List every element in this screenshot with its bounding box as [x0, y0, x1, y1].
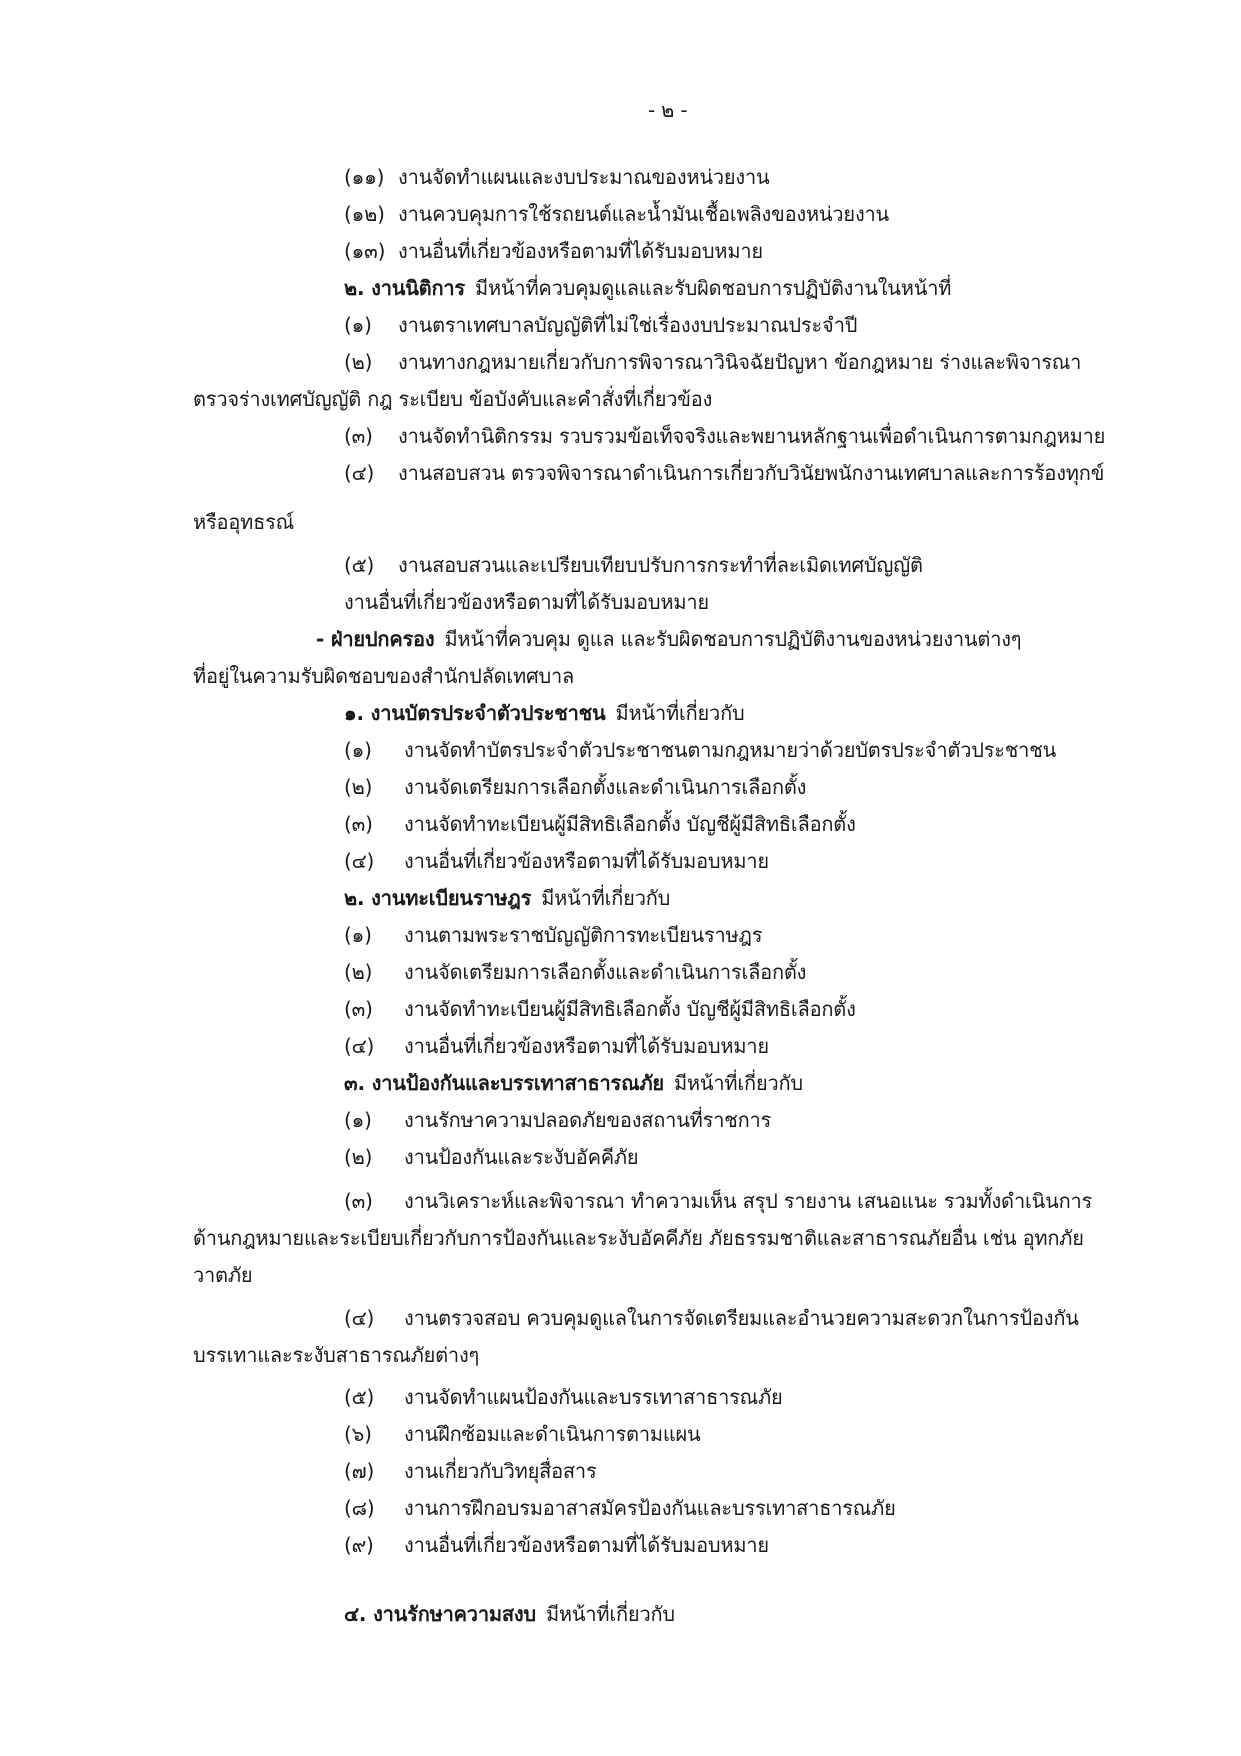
section-heading [344, 1600, 675, 1628]
item-text: งานจัดทำนิติกรรม รวบรวมข้อเท็จจริงและพยานหลักฐานเพื่อดำเนินการตามกฎหมาย [398, 424, 1106, 448]
section-text: มีหน้าที่เกี่ยวกับ [545, 1602, 675, 1626]
section-title: ๑. งานบัตรประจำตัวประชาชน [344, 701, 606, 725]
list-item [344, 1106, 771, 1134]
list-item [344, 736, 1056, 764]
item-number: (๗) [344, 1459, 375, 1483]
item-text: งานจัดทำแผนและงบประมาณของหน่วยงาน [398, 165, 770, 189]
item-text: งานจัดเตรียมการเลือกตั้งและดำเนินการเลือกตั้ง [404, 775, 807, 799]
section-title: ๓. งานป้องกันและบรรเทาสาธารณภัย [344, 1071, 664, 1095]
item-number: (๒) [344, 775, 373, 799]
item-text: งานอื่นที่เกี่ยวข้องหรือตามที่ได้รับมอบหมาย [404, 849, 769, 873]
item-text: งานอื่นที่เกี่ยวข้องหรือตามที่ได้รับมอบหมาย [398, 239, 763, 263]
item-number: (๓) [344, 1189, 373, 1213]
item-text: งานตราเทศบาลบัญญัติที่ไม่ใช่เรื่องงบประมาณประจำปี [398, 313, 858, 337]
item-number: (๑๓) [344, 239, 386, 263]
paragraph-continuation: วาตภัย [193, 1263, 253, 1287]
section-text: มีหน้าที่เกี่ยวกับ [615, 701, 745, 725]
item-number: (๒) [344, 960, 373, 984]
list-item [344, 237, 763, 265]
item-number: (๖) [344, 1422, 372, 1446]
list-item [344, 1304, 1079, 1332]
item-text: งานจัดเตรียมการเลือกตั้งและดำเนินการเลือกตั้ง [404, 960, 807, 984]
list-item [344, 200, 889, 228]
item-number: (๓) [344, 997, 373, 1021]
paragraph-continuation: หรืออุทธรณ์ [193, 510, 295, 534]
list-item [344, 459, 1104, 487]
section-heading [344, 699, 744, 727]
item-number: (๓) [344, 812, 373, 836]
section-text: มีหน้าที่เกี่ยวกับ [541, 886, 671, 910]
item-number: (๒) [344, 1145, 373, 1169]
item-number: (๑๑) [344, 165, 385, 189]
section-text: มีหน้าที่ควบคุมดูแลและรับผิดชอบการปฏิบัติงานในหน้าที่ [474, 276, 952, 300]
page-number: - ๒ - [648, 98, 688, 122]
item-number: (๘) [344, 1496, 375, 1520]
list-item [344, 1032, 769, 1060]
list-item [344, 551, 923, 579]
list-item [344, 1494, 896, 1522]
list-item [344, 810, 856, 838]
item-text: งานอื่นที่เกี่ยวข้องหรือตามที่ได้รับมอบหมาย [404, 1034, 769, 1058]
item-text: งานทางกฎหมายเกี่ยวกับการพิจารณาวินิจฉัยปัญหา ข้อกฎหมาย ร่างและพิจารณา [398, 350, 1082, 374]
item-text: งานวิเคราะห์และพิจารณา ทำความเห็น สรุป รายงาน เสนอแนะ รวมทั้งดำเนินการ [404, 1189, 1093, 1213]
section-text: มีหน้าที่เกี่ยวกับ [673, 1071, 803, 1095]
item-text: งานการฝึกอบรมอาสาสมัครป้องกันและบรรเทาสาธารณภัย [404, 1496, 896, 1520]
list-item [344, 773, 806, 801]
item-text: งานสอบสวนและเปรียบเทียบปรับการกระทำที่ละเมิดเทศบัญญัติ [398, 553, 923, 577]
item-text: งานอื่นที่เกี่ยวข้องหรือตามที่ได้รับมอบหมาย [404, 1533, 769, 1557]
list-item [344, 1420, 701, 1448]
item-text: งานจัดทำบัตรประจำตัวประชาชนตามกฎหมายว่าด้วยบัตรประจำตัวประชาชน [404, 738, 1057, 762]
section-title: ๒. งานทะเบียนราษฎร [344, 886, 532, 910]
item-number: (๕) [344, 1385, 375, 1409]
division-text: มีหน้าที่ควบคุม ดูแล และรับผิดชอบการปฏิบัติงานของหน่วยงานต่างๆ [444, 627, 1022, 651]
list-item [344, 921, 762, 949]
list-item [344, 348, 1081, 376]
item-text: งานรักษาความปลอดภัยของสถานที่ราชการ [404, 1108, 772, 1132]
item-number: (๔) [344, 461, 375, 485]
list-item [344, 1457, 597, 1485]
list-item [344, 958, 806, 986]
item-text: งานฝึกซ้อมและดำเนินการตามแผน [404, 1422, 701, 1446]
section-title: ๒. งานนิติการ [344, 276, 465, 300]
list-item [344, 422, 1105, 450]
item-number: (๒) [344, 350, 373, 374]
list-item [344, 1143, 638, 1171]
item-number: (๕) [344, 553, 375, 577]
item-text: งานจัดทำแผนป้องกันและบรรเทาสาธารณภัย [404, 1385, 783, 1409]
paragraph-continuation: ที่อยู่ในความรับผิดชอบของสำนักปลัดเทศบาล [193, 664, 575, 688]
division-heading [316, 625, 1021, 653]
list-item [344, 311, 857, 339]
item-number: (๑๒) [344, 202, 385, 226]
section-heading [344, 884, 670, 912]
item-text: งานจัดทำทะเบียนผู้มีสิทธิเลือกตั้ง บัญชีผู้มีสิทธิเลือกตั้ง [404, 812, 856, 836]
item-number: (๑) [344, 313, 372, 337]
paragraph-continuation: ตรวจร่างเทศบัญญัติ กฎ ระเบียบ ข้อบังคับและคำสั่งที่เกี่ยวข้อง [193, 387, 713, 411]
item-text: งานจัดทำทะเบียนผู้มีสิทธิเลือกตั้ง บัญชีผู้มีสิทธิเลือกตั้ง [404, 997, 856, 1021]
item-number: (๓) [344, 424, 373, 448]
item-number: (๙) [344, 1533, 374, 1557]
paragraph-line: งานอื่นที่เกี่ยวข้องหรือตามที่ได้รับมอบหมาย [344, 590, 709, 614]
list-item [344, 847, 769, 875]
list-item [344, 1187, 1092, 1215]
section-heading [344, 274, 951, 302]
item-text: งานตรวจสอบ ควบคุมดูแลในการจัดเตรียมและอำนวยความสะดวกในการป้องกัน [404, 1306, 1079, 1330]
item-number: (๑) [344, 923, 372, 947]
item-text: งานตามพระราชบัญญัติการทะเบียนราษฎร [404, 923, 763, 947]
list-item [344, 995, 856, 1023]
item-number: (๔) [344, 849, 375, 873]
section-heading [344, 1069, 803, 1097]
paragraph-continuation: ด้านกฎหมายและระเบียบเกี่ยวกับการป้องกันและระงับอัคคีภัย ภัยธรรมชาติและสาธารณภัยอื่น เช่น อุทกภัย [193, 1226, 1084, 1250]
item-number: (๔) [344, 1306, 375, 1330]
list-item [344, 1383, 783, 1411]
list-item [344, 1531, 769, 1559]
item-number: (๑) [344, 1108, 372, 1132]
section-title: ๔. งานรักษาความสงบ [344, 1602, 536, 1626]
item-text: งานเกี่ยวกับวิทยุสื่อสาร [404, 1459, 597, 1483]
item-text: งานควบคุมการใช้รถยนต์และน้ำมันเชื้อเพลิงของหน่วยงาน [398, 202, 890, 226]
item-text: งานสอบสวน ตรวจพิจารณาดำเนินการเกี่ยวกับวินัยพนักงานเทศบาลและการร้องทุกข์ [398, 461, 1105, 485]
division-title: - ฝ่ายปกครอง [316, 627, 435, 651]
item-text: งานป้องกันและระงับอัคคีภัย [404, 1145, 639, 1169]
list-item [344, 163, 770, 191]
paragraph-continuation: บรรเทาและระงับสาธารณภัยต่างๆ [193, 1343, 480, 1367]
item-number: (๔) [344, 1034, 375, 1058]
item-number: (๑) [344, 738, 372, 762]
